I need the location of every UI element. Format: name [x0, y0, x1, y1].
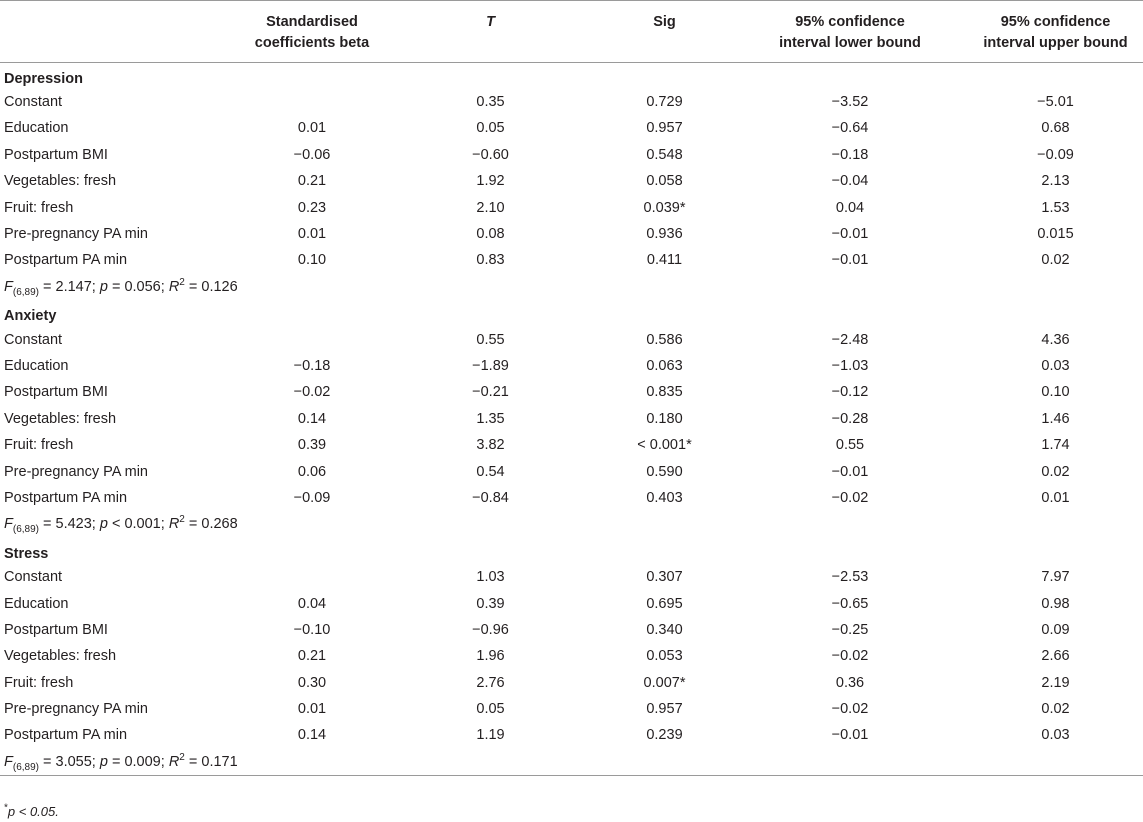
model-stat-row — [0, 511, 1143, 537]
header-upper-line2: interval upper bound — [983, 35, 1128, 51]
row-label: Postpartum BMI — [4, 146, 108, 163]
lower-bound-cell: −2.53 — [831, 569, 869, 586]
section-row — [0, 63, 1143, 89]
t-cell: 0.05 — [476, 701, 505, 718]
t-cell: 0.35 — [476, 94, 505, 111]
upper-bound-cell: 0.10 — [1041, 384, 1070, 401]
table-row — [0, 168, 1143, 194]
table-row — [0, 406, 1143, 432]
upper-bound-cell: 7.97 — [1041, 569, 1070, 586]
row-label: Vegetables: fresh — [4, 173, 117, 190]
upper-bound-cell: 0.02 — [1041, 463, 1070, 480]
t-cell: 1.03 — [476, 569, 505, 586]
beta-cell: 0.01 — [297, 701, 327, 718]
row-label: Constant — [4, 569, 63, 586]
table-row — [0, 617, 1143, 643]
table-row — [0, 696, 1143, 722]
sig-cell: 0.590 — [646, 463, 683, 480]
table-row — [0, 722, 1143, 748]
model-stat: $F_{(6,89)} = 2.147$; p = 0.056; $R^2 = 0.126$ — [4, 276, 238, 298]
sig-cell: 0.239 — [646, 727, 683, 744]
header-empty — [0, 1, 240, 63]
beta-cell: −0.09 — [293, 489, 331, 506]
lower-bound-cell: −2.48 — [831, 331, 869, 348]
lower-bound-cell: −3.52 — [831, 94, 869, 111]
beta-cell: 0.10 — [297, 252, 327, 269]
table-row — [0, 353, 1143, 379]
upper-bound-cell: 0.68 — [1041, 120, 1070, 137]
table-row — [0, 247, 1143, 273]
beta-cell: 0.01 — [297, 226, 327, 243]
header-t — [384, 1, 597, 63]
table-row — [0, 669, 1143, 695]
table-row — [0, 326, 1143, 352]
sig-cell: 0.936 — [646, 226, 683, 243]
lower-bound-cell: −0.25 — [831, 621, 869, 638]
row-label: Fruit: fresh — [4, 674, 74, 691]
lower-bound-cell: −0.01 — [831, 252, 869, 269]
table-row — [0, 432, 1143, 458]
sig-cell: 0.340 — [646, 621, 683, 638]
row-label: Constant — [4, 94, 63, 111]
table-row — [0, 115, 1143, 141]
beta-cell: 0.21 — [297, 173, 327, 190]
t-cell: −0.84 — [472, 489, 509, 506]
row-label: Pre-pregnancy PA min — [4, 463, 148, 480]
lower-bound-cell: −0.01 — [831, 727, 869, 744]
stat-p: = 0.056; — [107, 278, 169, 295]
row-label: Postpartum PA min — [4, 252, 128, 269]
upper-bound-cell: 0.02 — [1041, 252, 1070, 269]
beta-cell: −0.02 — [293, 384, 331, 401]
lower-bound-cell: −0.12 — [831, 384, 869, 401]
upper-bound-cell: −0.09 — [1037, 146, 1074, 163]
beta-cell: 0.04 — [297, 595, 327, 612]
t-cell: 0.54 — [476, 463, 505, 480]
sig-cell: < 0.001* — [637, 437, 692, 454]
upper-bound-cell: 0.015 — [1037, 226, 1074, 243]
beta-cell — [240, 326, 384, 352]
lower-bound-cell: −0.01 — [831, 463, 869, 480]
stat-df: (6,89) — [12, 524, 39, 536]
upper-bound-cell: 0.01 — [1041, 489, 1070, 506]
table-row — [0, 590, 1143, 616]
beta-cell: 0.23 — [297, 199, 327, 216]
table-row — [0, 458, 1143, 484]
upper-bound-cell: 2.13 — [1041, 173, 1070, 190]
beta-cell: 0.14 — [297, 727, 327, 744]
header-row — [0, 1, 1143, 63]
beta-cell: 0.14 — [297, 410, 327, 427]
upper-bound-cell: 4.36 — [1041, 331, 1070, 348]
t-cell: 0.05 — [476, 120, 505, 137]
sig-cell: 0.729 — [646, 94, 683, 111]
row-label: Postpartum BMI — [4, 621, 108, 638]
beta-cell: −0.06 — [293, 146, 331, 163]
lower-bound-cell: −0.28 — [831, 410, 869, 427]
header-upper-line1: 95% confidence — [1000, 14, 1111, 30]
t-cell: −0.96 — [472, 621, 509, 638]
t-cell: −0.21 — [472, 384, 509, 401]
header-beta-line1: Standardised — [266, 14, 358, 30]
row-label: Education — [4, 120, 69, 137]
sig-cell: 0.180 — [646, 410, 683, 427]
upper-bound-cell: 0.09 — [1041, 621, 1070, 638]
beta-cell: −0.10 — [293, 621, 331, 638]
header-lower — [732, 1, 968, 63]
header-beta — [240, 1, 384, 63]
row-label: Pre-pregnancy PA min — [4, 701, 148, 718]
stat-p: < 0.001; — [107, 516, 169, 533]
t-cell: −1.89 — [472, 357, 509, 374]
lower-bound-cell: 0.55 — [835, 437, 865, 454]
beta-cell: 0.39 — [297, 437, 327, 454]
lower-bound-cell: −0.64 — [831, 120, 869, 137]
section-row — [0, 300, 1143, 326]
stat-df: (6,89) — [12, 286, 39, 298]
lower-bound-cell: −0.01 — [831, 226, 869, 243]
upper-bound-cell: 0.98 — [1041, 595, 1070, 612]
sig-cell: 0.403 — [646, 489, 683, 506]
lower-bound-cell: −0.02 — [831, 489, 869, 506]
t-cell: 0.83 — [476, 252, 505, 269]
sig-cell: 0.835 — [646, 384, 683, 401]
t-cell: 1.35 — [476, 410, 505, 427]
model-stat: $F_{(6,89)} = 3.055$; p = 0.009; $R^2 = 0.171$ — [0, 749, 1143, 775]
sig-cell: 0.039* — [643, 199, 686, 216]
row-label: Education — [4, 595, 69, 612]
table-row — [0, 221, 1143, 247]
sig-cell: 0.411 — [646, 252, 683, 269]
footnote-mark: * — [4, 802, 8, 814]
model-stat: $F_{(6,89)} = 5.423$; p < 0.001; $R^2 = 0.268$ — [4, 514, 238, 536]
row-label: Fruit: fresh — [4, 199, 74, 216]
footnote — [4, 804, 59, 819]
sig-cell: 0.058 — [646, 173, 683, 190]
section-row — [0, 538, 1143, 564]
upper-bound-cell: 2.66 — [1041, 648, 1070, 665]
t-cell: 0.39 — [476, 595, 505, 612]
stat-df: (6,89) — [12, 761, 39, 773]
sig-cell: 0.586 — [646, 331, 683, 348]
upper-bound-cell: 0.02 — [1041, 701, 1070, 718]
header-upper — [968, 1, 1143, 63]
upper-bound-cell: 1.74 — [1041, 437, 1070, 454]
beta-cell — [240, 564, 384, 590]
t-cell: 1.19 — [476, 727, 505, 744]
header-sig: Sig — [597, 1, 732, 63]
sig-cell: 0.957 — [646, 701, 683, 718]
table-row — [0, 379, 1143, 405]
table-row — [0, 142, 1143, 168]
t-cell: 1.96 — [476, 648, 505, 665]
table-body — [0, 63, 1143, 776]
model-stat-row — [0, 274, 1143, 300]
stat-r2: = 0.171 — [184, 753, 238, 770]
row-label: Postpartum BMI — [4, 384, 108, 401]
t-cell: 0.08 — [476, 226, 505, 243]
row-label: Pre-pregnancy PA min — [4, 226, 148, 243]
upper-bound-cell: 0.03 — [1041, 727, 1070, 744]
beta-cell: 0.01 — [297, 120, 327, 137]
lower-bound-cell: −0.04 — [831, 173, 869, 190]
upper-bound-cell: 2.19 — [1041, 674, 1070, 691]
stat-r2: = 0.268 — [184, 516, 238, 533]
table-row — [0, 89, 1143, 115]
header-beta-line2: coefficients beta — [254, 35, 370, 51]
header-lower-line2: interval lower bound — [779, 35, 921, 51]
sig-cell: 0.307 — [646, 569, 683, 586]
sig-cell: 0.548 — [646, 146, 683, 163]
header-lower-line1: 95% confidence — [795, 14, 905, 30]
stat-f: = 3.055; — [38, 753, 100, 770]
beta-cell: 0.21 — [297, 648, 327, 665]
table-row — [0, 643, 1143, 669]
lower-bound-cell: −0.02 — [831, 648, 869, 665]
lower-bound-cell: 0.36 — [835, 674, 865, 691]
table-row — [0, 194, 1143, 220]
sig-cell: 0.053 — [646, 648, 683, 665]
row-label: Postpartum PA min — [4, 489, 128, 506]
stat-p: = 0.009; — [107, 753, 169, 770]
section-title: Stress — [4, 545, 49, 562]
upper-bound-cell: −5.01 — [1037, 94, 1074, 111]
footnote-text: p < 0.05. — [7, 804, 59, 819]
row-label: Postpartum PA min — [4, 727, 128, 744]
sig-cell: 0.695 — [646, 595, 683, 612]
upper-bound-cell: 1.53 — [1041, 199, 1070, 216]
table-row — [0, 485, 1143, 511]
upper-bound-cell: 0.03 — [1041, 357, 1070, 374]
lower-bound-cell: −1.03 — [831, 357, 869, 374]
beta-cell: 0.06 — [297, 463, 327, 480]
model-stat-row — [0, 749, 1143, 775]
sig-cell: 0.007* — [643, 674, 686, 691]
beta-cell: 0.30 — [297, 674, 327, 691]
t-cell: 0.55 — [476, 331, 505, 348]
lower-bound-cell: −0.18 — [831, 146, 869, 163]
t-cell: −0.60 — [472, 146, 509, 163]
row-label: Vegetables: fresh — [4, 410, 117, 427]
t-cell: 2.76 — [476, 674, 505, 691]
lower-bound-cell: −0.65 — [831, 595, 869, 612]
stat-f: = 5.423; — [38, 516, 100, 533]
beta-cell — [240, 89, 384, 115]
row-label: Vegetables: fresh — [4, 648, 117, 665]
sig-cell: 0.957 — [646, 120, 683, 137]
header-t-label: T — [486, 14, 495, 30]
row-label: Constant — [4, 331, 63, 348]
table-row — [0, 564, 1143, 590]
upper-bound-cell: 1.46 — [1041, 410, 1070, 427]
t-cell: 2.10 — [476, 199, 505, 216]
section-title: Depression — [4, 70, 83, 87]
row-label: Education — [4, 357, 69, 374]
lower-bound-cell: 0.04 — [835, 199, 865, 216]
beta-cell: −0.18 — [293, 357, 331, 374]
sig-cell: 0.063 — [646, 357, 683, 374]
t-cell: 1.92 — [476, 173, 505, 190]
stat-r2: = 0.126 — [184, 278, 238, 295]
section-title: Anxiety — [4, 308, 57, 325]
t-cell: 3.82 — [476, 437, 505, 454]
row-label: Fruit: fresh — [4, 437, 74, 454]
lower-bound-cell: −0.02 — [831, 701, 869, 718]
stat-f: = 2.147; — [38, 278, 100, 295]
